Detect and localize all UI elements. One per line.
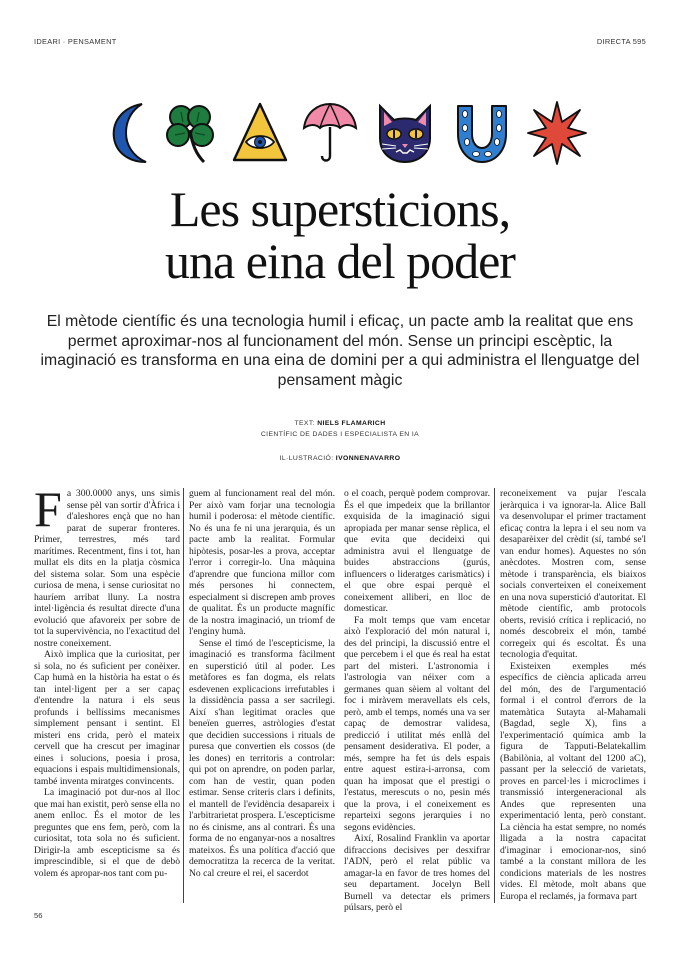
drop-cap: F <box>34 481 62 537</box>
paragraph: Això implica que la curiositat, per si sola, no és suficient per conèixer. Cap humà en la història ha estat o és tan intel·ligent per a ser capaç d'entendre la natura i els seus profunds i bellíssims mecanismes simplement pensant i sentint. El misteri ens crida, però el mateix cervell que ha crescut per imaginar eines i solucions, poesia i prosa, equacions i espais multidimensionals, també inventa miratges convincents. <box>34 649 180 787</box>
column-divider <box>183 488 184 903</box>
column-1 <box>34 481 180 903</box>
credits <box>0 418 680 464</box>
horseshoe-icon <box>452 100 512 166</box>
umbrella-icon <box>300 100 360 166</box>
paragraph: Existeixen exemples més específics de ciència aplicada arreu del món, des de l'argumentació formal i el control d'errors de la matemàtica Sutayta al-Mahamali (Bagdad, segle X), fins a l'experimentació química amb la figura de Tapputi-Belatekallim (Babilònia, al voltant del 1200 aC), passant per la selecció de varietats, proves en parcel·les i microclimes i transmissió intergeneracional als Andes que representen una experimentació lenta, però constant. La ciència ha estat sempre, no només lligada a la nostra capacitat d'imaginar i emocionar-nos, sinó també a la constant millora de les condicions materials de les nostres vides. El mètode, molt abans que Europa el reclamés, ja formava part <box>500 660 646 902</box>
paragraph: reconeixement va pujar l'escala jeràrquica i va ignorar-la. Alice Ball va desenvolupar el primer tractament eficaç contra la lepra i el seu nom va desaparèixer del crèdit (sí, també se'l van endur homes). Aquestes no són anècdotes. Mostren com, sense mètode i transparència, els biaixos socials converteixen el coneixement en una nova superstició d'autoritat. El mètode científic, amb protocols oberts, revisió crítica i replicació, no només descobreix el món, també corregeix qui és escoltat. És una tecnologia d'equitat. <box>500 488 646 660</box>
author-label: TEXT: <box>294 420 318 427</box>
author-role: CIENTÍFIC DE DADES I ESPECIALISTA EN IA <box>260 431 420 438</box>
illustrator-label: IL·LUSTRACIÓ: <box>279 455 336 462</box>
eye-triangle-icon <box>230 100 290 166</box>
paragraph: Així, Rosalind Franklin va aportar difraccions decisives per desxifrar l'ADN, però el relat públic va amagar-la en favor de tres homes del seu departament. Jocelyn Bell Burnell va detectar els primers púlsars, però el <box>344 833 490 913</box>
article-title <box>0 183 680 287</box>
column-3 <box>344 488 490 913</box>
author-credit <box>0 418 680 429</box>
article-body <box>34 481 646 913</box>
column-4 <box>500 488 646 903</box>
illustrator-credit <box>0 453 680 464</box>
section-label: IDEARI · PENSAMENT <box>34 37 117 46</box>
superstition-illustration <box>90 100 590 170</box>
paragraph: Sense el timó de l'escepticisme, la imaginació es transforma fàcilment en superstició útil al poder. Les metàfores es fan dogma, els relats esdevenen explicacions irrefutables i la dissidència passa a ser sacrilegi. Així s'han legitimat oracles que beneïen guerres, astròlogies d'estat que decidien successions i rituals de puresa que convertien els cossos (de les dones) en territoris a controlar: qui pot on aprendre, on poden parlar, com han de vestir, quan poden estimar. Sense criteris clars i definits, el mantell de l'evidència desapareix i l'arbitrarietat prospera. L'escepticisme no és cinisme, ans al contrari. És una forma de no enganyar-nos a nosaltres mateixos. És una política d'acció que democratitza la recerca de la veritat. No cal creure el rei, el sacerdot <box>189 637 335 879</box>
paragraph: o el coach, perquè podem comprovar. És el que impedeix que la brillantor exquisida de la imaginació sigui apropiada per manar sense rèplica, el que evita que decideixi qui administra avui el llenguatge de buides abstraccions (gurús, influencers o lideratges carismàtics) i el que obre espai perquè el coneixement alliberi, en lloc de domesticar. <box>344 488 490 614</box>
paragraph: guem al funcionament real del món. Per això vam forjar una tecnologia humil i poderosa: el mètode científic. No és una fe ni una jerarquia, és un pacte amb la realitat. Formular hipòtesis, posar-les a prova, acceptar l'error i corregir-lo. Una màquina d'aprendre que funciona millor com més persones hi connectem, especialment si discrepen amb proves de qualitat. És un producte magnífic de la nostra imaginació, un triomf de l'enginy humà. <box>189 488 335 637</box>
illustrator-name: IVONNENAVARRO <box>335 455 401 462</box>
title-line-2: una eina del poder <box>165 233 515 289</box>
black-cat-icon <box>372 100 438 166</box>
star-icon <box>526 100 588 166</box>
moon-icon <box>106 100 154 166</box>
magazine-issue: DIRECTA 595 <box>596 37 646 46</box>
paragraph: La imaginació pot dur-nos al lloc que mai han existit, però sense ella no anem enlloc. És el motor de les preguntes que ens fem, però, com la curiositat, tota sola no és suficient. Dirigir-la amb escepticisme sa és imprescindible, si el que de debò volem és apropar-nos tant com pu- <box>34 787 180 879</box>
author-name: NIELS FLAMARICH <box>317 420 386 427</box>
page-header <box>34 37 646 49</box>
page-number: 56 <box>34 911 43 920</box>
paragraph: Fa molt temps que vam encetar això l'exploració del món natural i, des del principi, la discussió entre el que percebem i el que és real ha estat part del misteri. L'astronomia i l'astrologia van néixer com a germanes quan sèiem al voltant del foc i miràvem meravellats els cels, però, amb el temps, només una va ser capaç de demostrar validesa, predicció i utilitat més enllà del pensament desiderativa. El poder, a més, sempre ha fet ús dels espais entre aquest estira-i-arronsa, com quan ha imposat que el prestigi o l'estatus, merescuts o no, pesin més que la prova, i el coneixement es reparteixi segons jerarquies i no segons evidències. <box>344 614 490 833</box>
column-2 <box>189 488 335 903</box>
clover-icon <box>162 100 218 166</box>
paragraph: Fa 300.0000 anys, uns simis sense pèl van sortir d'Àfrica i d'aleshores ençà que no han parat de superar fronteres. Primer, terrestres, més tard marítimes. Recentment, fins i tot, han mullat els dits en la platja còsmica del sistema solar. Som una espècie curiosa de mena, i sense curiositat no hauríem arribat lluny. La nostra intel·ligència és resultat directe d'una evolució que afavoreix per sobre de tot la supervivència, no l'exactitud del nostre coneixement. <box>34 481 180 649</box>
title-line-1: Les supersticions, <box>169 181 511 237</box>
article-subtitle: El mètode científic és una tecnologia humil i eficaç, un pacte amb la realitat que ens permet aproximar-nos al funcionament del món. Sense un principi escèptic, la imaginació es transforma en una eina de domini per a qui administra el llenguatge del pensament màgic <box>40 313 640 389</box>
column-divider <box>494 488 495 903</box>
